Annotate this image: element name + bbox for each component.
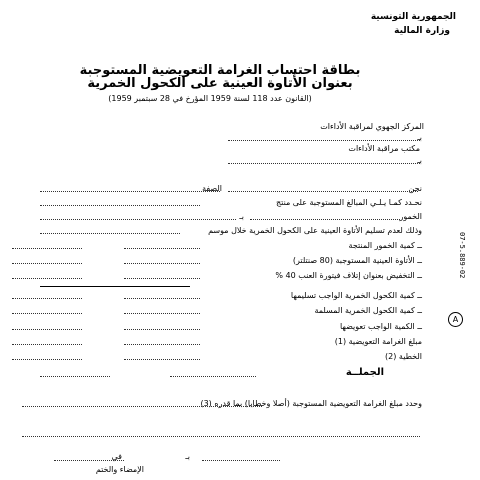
- list-item: [12, 305, 422, 317]
- season-field[interactable]: [40, 233, 180, 234]
- footer-on-label: في: [111, 452, 122, 461]
- footer-at-label: بـ: [185, 452, 190, 461]
- list-item: [12, 270, 422, 282]
- seal-icon: A: [448, 312, 463, 327]
- item-field[interactable]: [12, 329, 82, 330]
- item-field[interactable]: [124, 248, 200, 249]
- wines-location-field[interactable]: [40, 219, 236, 220]
- capacity-field[interactable]: [40, 191, 220, 192]
- determine-label: نحـدد كمـا يـلـي المبالغ المستوجبة على منتج: [275, 198, 422, 207]
- item-field[interactable]: [12, 248, 82, 249]
- item-label: مبلغ الغرامة التعويضية (1): [334, 337, 422, 346]
- form-title-line1: بطاقة احتساب الغرامة التعويضية المستوجبة: [79, 63, 361, 78]
- regional-center-label: المركز الجهوي لمراقبة الأداءات: [320, 122, 424, 131]
- item-field[interactable]: [12, 278, 82, 279]
- office-prefix: بـ: [417, 156, 422, 165]
- list-item: [12, 290, 422, 302]
- total-field-1[interactable]: [170, 376, 256, 377]
- list-item: [12, 321, 422, 333]
- item-label: ــ الأتاوة العينية المستوجبة (80 صنتلتر): [292, 256, 422, 265]
- item-field[interactable]: [124, 329, 200, 330]
- item-label: ــ كمية الكحول الخمرية المسلمة: [314, 306, 422, 315]
- amount-label: وحدد مبلغ الغرامة التعويضية المستوجبة (أصلا وخطايا) بما قدره (3): [200, 399, 422, 408]
- republic-header: الجمهورية التونسية: [370, 12, 456, 22]
- wines-label: الخمور: [399, 212, 422, 221]
- form-title-line2: بعنوان الأتاوة العينية على الكحول الخمرية: [87, 76, 353, 91]
- footer-place-field[interactable]: [202, 460, 280, 461]
- list-item: [12, 255, 422, 267]
- item-label: ــ الكمية الواجب تعويضها: [339, 322, 422, 331]
- item-label: ــ التخفيض بعنوان إتلاف فيتورة العنب 40 %: [275, 271, 422, 280]
- item-label: ــ كمية الكحول الخمرية الواجب تسليمها: [290, 291, 422, 300]
- failure-label: وذلك لعدم تسليم الأتاوة العينية على الكحول الخمرية خلال موسم: [208, 226, 422, 235]
- signature-label: الإمضاء والختم: [95, 465, 144, 474]
- footer-date-field[interactable]: [54, 460, 124, 461]
- item-field[interactable]: [124, 359, 200, 360]
- form-code: 07-5.889-02: [458, 232, 466, 279]
- name-field[interactable]: [228, 191, 418, 192]
- office-field[interactable]: [228, 163, 420, 164]
- ministry-header: وزارة المالية: [394, 26, 450, 36]
- regional-center-prefix: بـ: [417, 133, 422, 142]
- item-field[interactable]: [124, 298, 200, 299]
- total-label: الجملــة: [345, 367, 384, 378]
- subtotal-rule: [40, 286, 190, 287]
- wines-field[interactable]: [250, 219, 400, 220]
- wines-at-label: بـ: [239, 212, 244, 221]
- item-field[interactable]: [124, 313, 200, 314]
- item-field[interactable]: [12, 298, 82, 299]
- item-field[interactable]: [124, 263, 200, 264]
- regional-center-field[interactable]: [228, 140, 420, 141]
- list-item: [12, 336, 422, 348]
- law-reference: (القانون عدد 118 لسنة 1959 المؤرخ في 28 سبتمبر 1959): [108, 94, 312, 103]
- amount-field-1[interactable]: [22, 406, 262, 407]
- item-field[interactable]: [12, 313, 82, 314]
- item-field[interactable]: [12, 263, 82, 264]
- office-label: مكتب مراقبة الأداءات: [348, 144, 420, 153]
- total-field-2[interactable]: [40, 376, 110, 377]
- item-label: ــ كمية الخمور المنتجة: [348, 241, 422, 250]
- item-label: الخطية (2): [385, 352, 422, 361]
- item-field[interactable]: [124, 344, 200, 345]
- producer-field[interactable]: [40, 205, 200, 206]
- amount-field-2[interactable]: [22, 436, 420, 437]
- list-item: [12, 240, 422, 252]
- item-field[interactable]: [12, 344, 82, 345]
- we-label: نحن: [408, 184, 422, 193]
- item-field[interactable]: [124, 278, 200, 279]
- list-item: [12, 351, 422, 363]
- capacity-label: الصفة: [202, 184, 222, 193]
- item-field[interactable]: [12, 359, 82, 360]
